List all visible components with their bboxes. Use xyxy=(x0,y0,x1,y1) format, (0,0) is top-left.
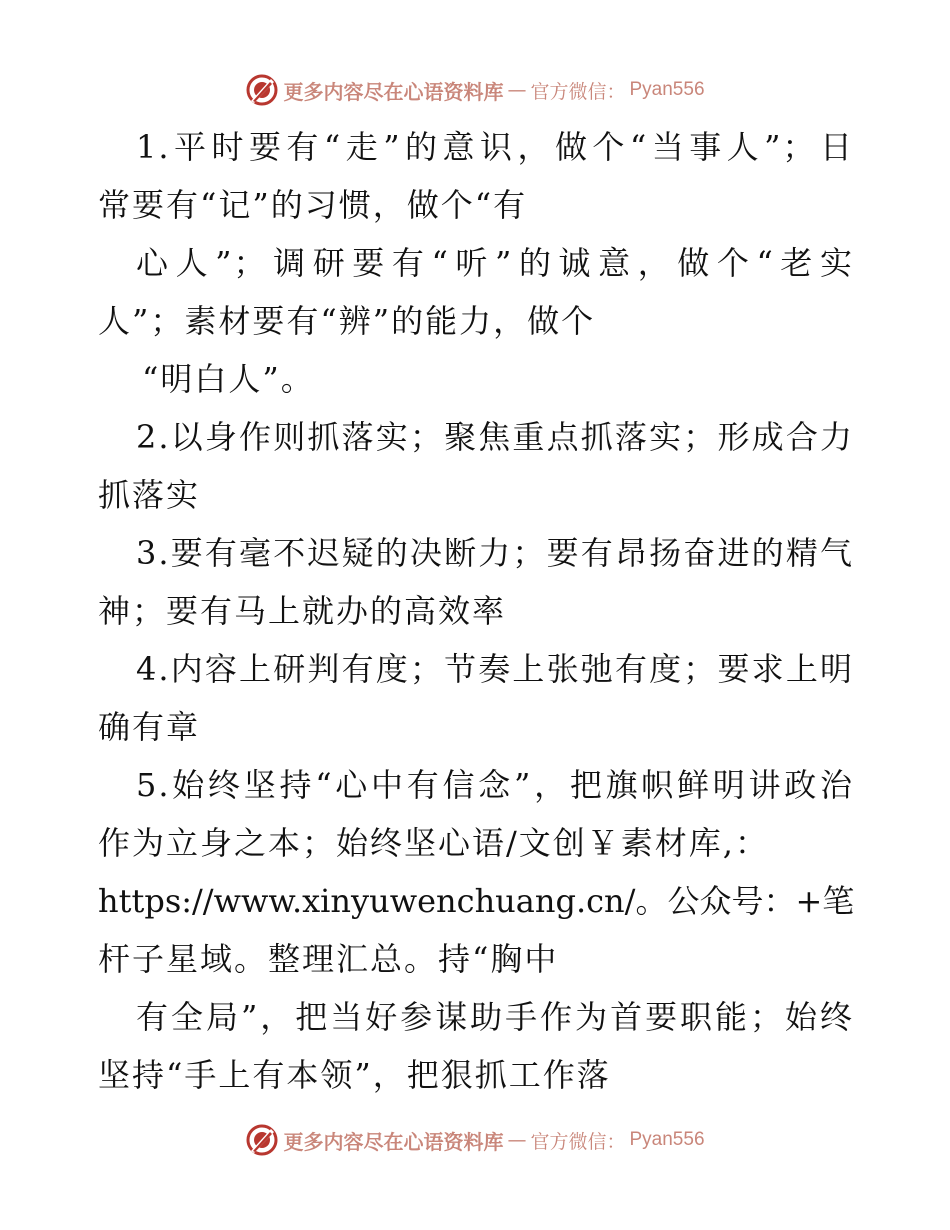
body-line-7: 抓落实 xyxy=(98,476,201,514)
footer-banner-main-text: 更多内容尽在心语资料库 xyxy=(283,1129,504,1154)
body-line-15: 杆子星域。整理汇总。持“胸中 xyxy=(98,940,559,978)
body-line-3: 心人”；调研要有“听”的诚意，做个“老实 xyxy=(136,244,854,282)
body-line-10: 4.内容上研判有度；节奏上张弛有度；要求上明 xyxy=(136,650,854,688)
body-line-13: 作为立身之本；始终坚心语/文创￥素材库,： xyxy=(98,824,769,862)
footer-banner-content xyxy=(245,1123,704,1157)
body-line-4: 人”；素材要有“辨”的能力，做个 xyxy=(98,302,596,340)
header-banner-main-text: 更多内容尽在心语资料库 xyxy=(283,79,504,104)
body-line-5: “明白人”。 xyxy=(142,360,315,398)
body-line-2: 常要有“记”的习惯，做个“有 xyxy=(98,186,528,224)
header-banner-sub-text: 官方微信： xyxy=(530,80,626,103)
header-banner xyxy=(0,70,950,110)
body-line-8: 3.要有毫不迟疑的决断力；要有昂扬奋进的精气 xyxy=(136,534,854,572)
header-banner-wechat-id: Pyan556 xyxy=(629,79,705,100)
pen-seal-logo-icon xyxy=(245,73,279,107)
body-line-1: 1.平时要有“走”的意识，做个“当事人”；日 xyxy=(136,128,854,166)
footer-banner-separator: — xyxy=(507,1129,527,1151)
body-line-11: 确有章 xyxy=(98,708,201,746)
footer-banner-wechat-id: Pyan556 xyxy=(629,1129,705,1150)
body-line-6: 2.以身作则抓落实；聚焦重点抓落实；形成合力 xyxy=(136,418,854,456)
header-banner-content xyxy=(245,73,704,107)
footer-banner xyxy=(0,1120,950,1160)
header-banner-separator: — xyxy=(507,79,527,101)
document-body xyxy=(98,118,854,1104)
footer-banner-sub-text: 官方微信： xyxy=(530,1130,626,1153)
body-line-17: 坚持“手上有本领”，把狠抓工作落 xyxy=(98,1056,611,1094)
body-line-16: 有全局”，把当好参谋助手作为首要职能；始终 xyxy=(136,998,854,1036)
pen-seal-logo-icon xyxy=(245,1123,279,1157)
body-line-9: 神；要有马上就办的高效率 xyxy=(98,592,507,630)
body-line-12: 5.始终坚持“心中有信念”，把旗帜鲜明讲政治 xyxy=(136,766,854,804)
body-line-14: https://www.xinyuwenchuang.cn/。公众号：+笔 xyxy=(98,882,855,920)
